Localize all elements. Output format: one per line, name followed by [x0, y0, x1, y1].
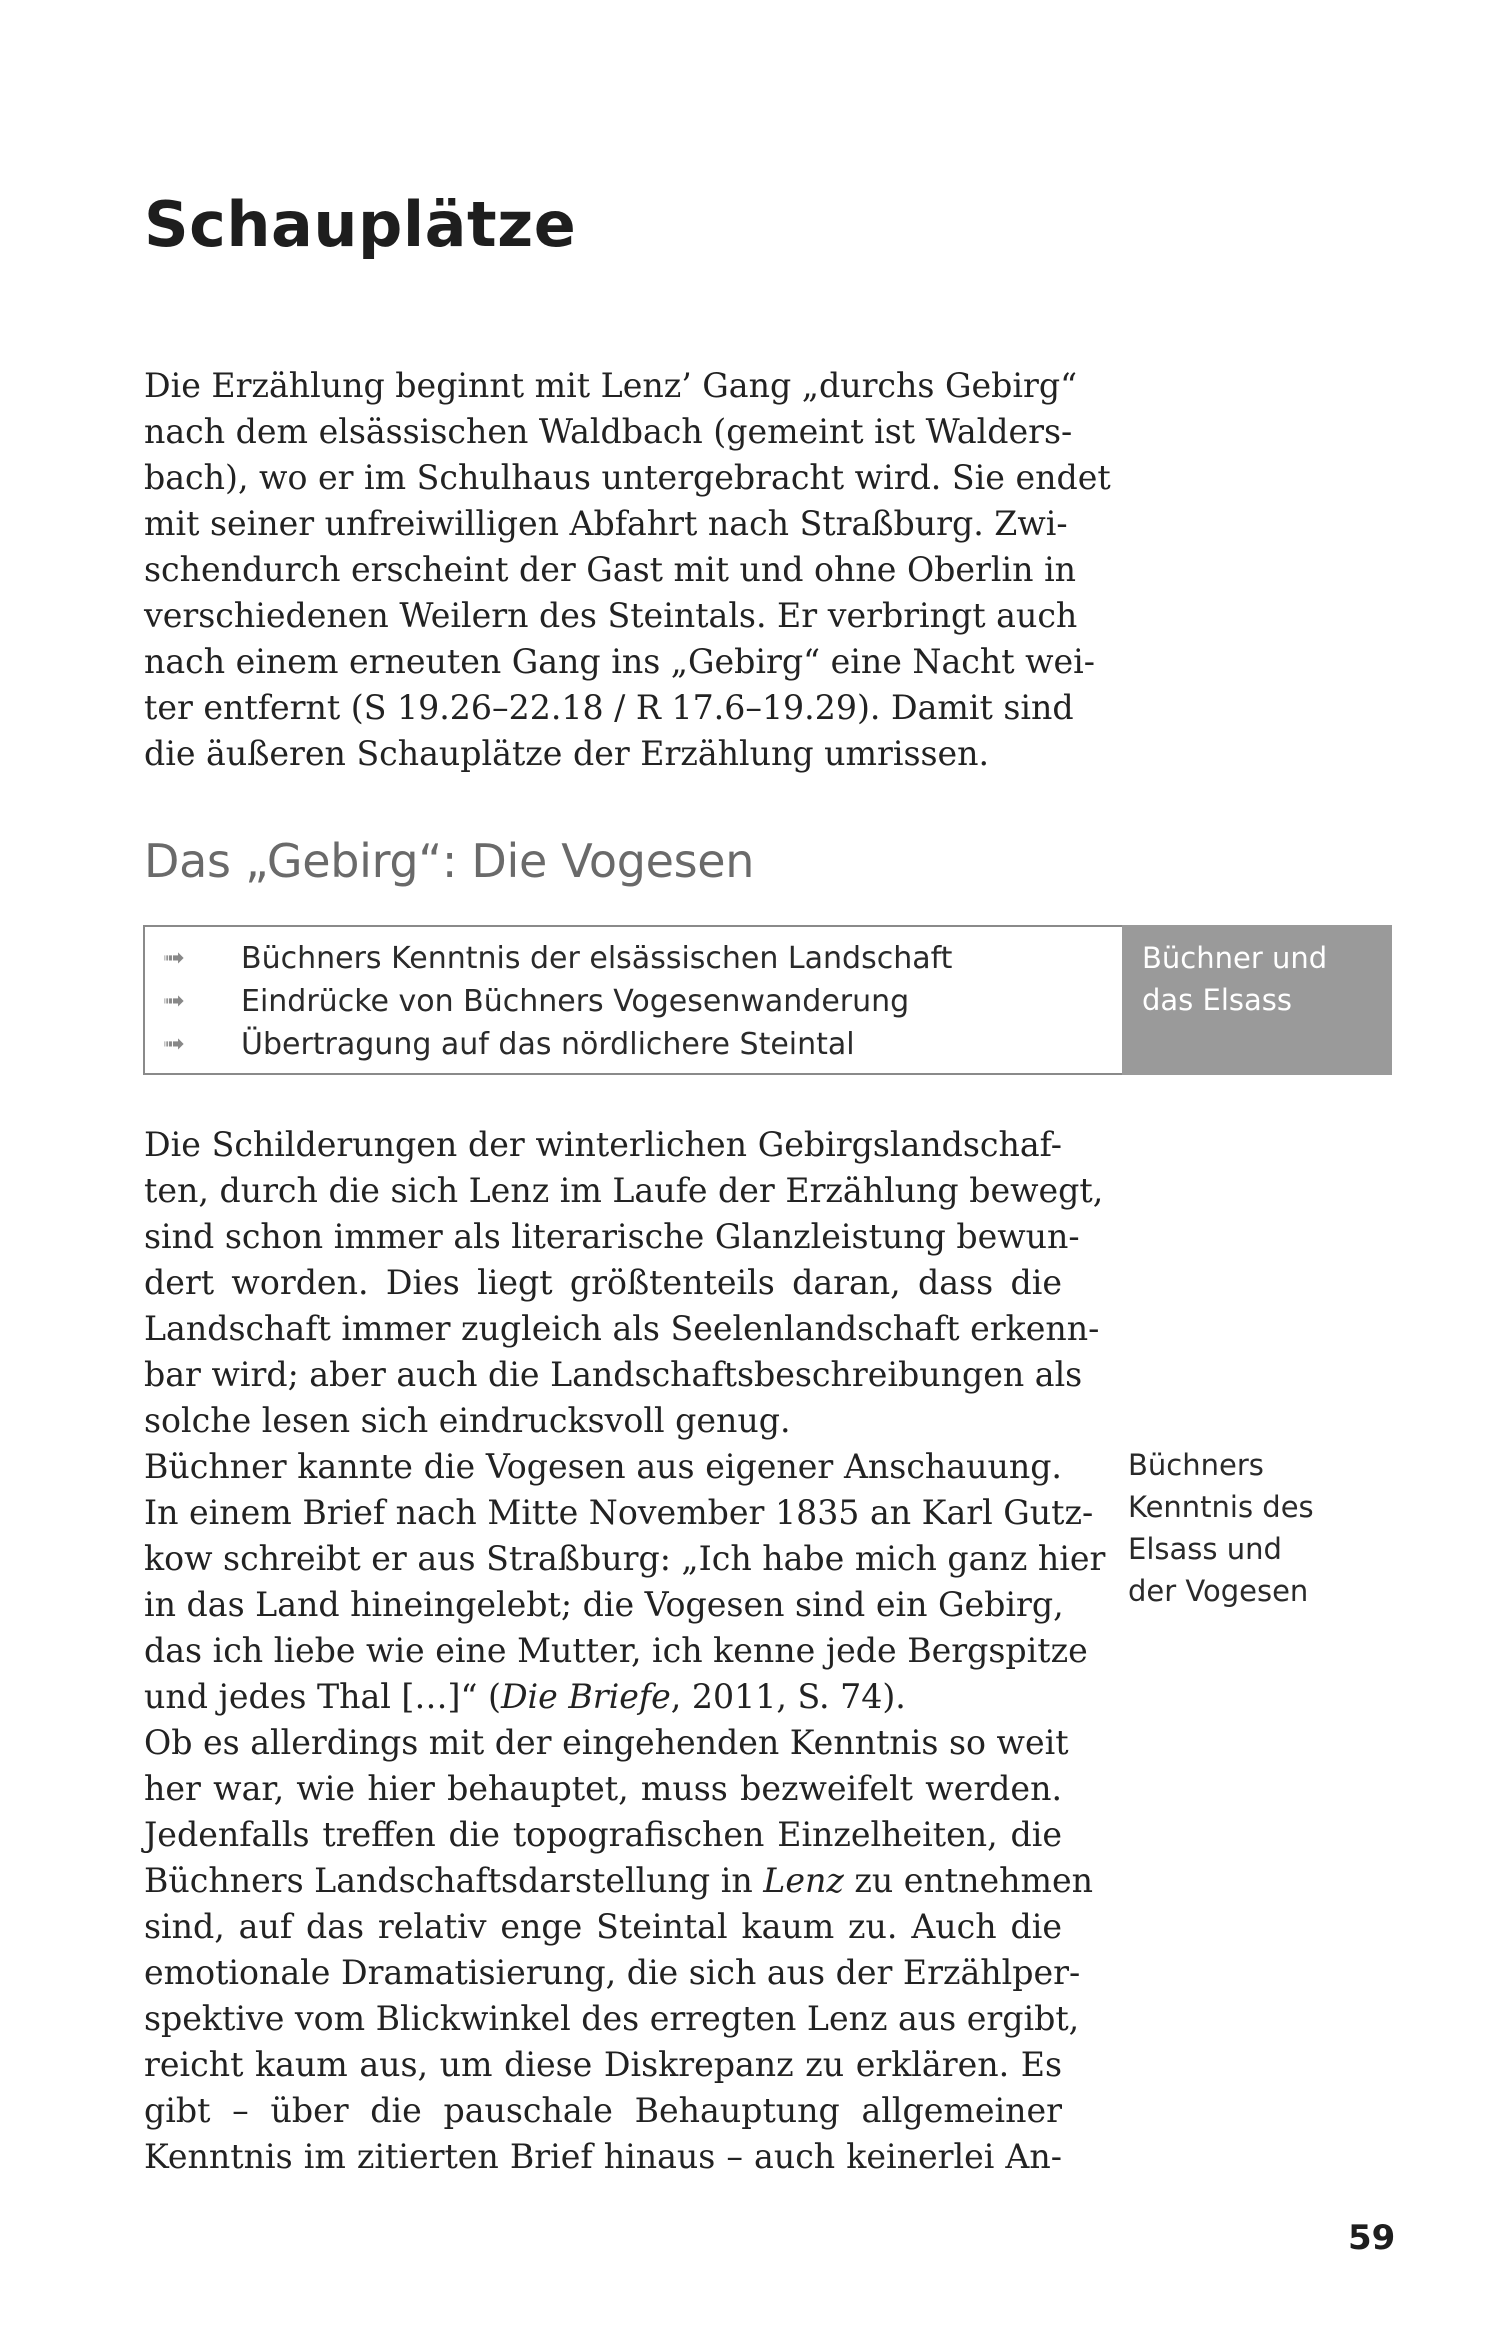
summary-tag-line: Büchner und [1142, 941, 1328, 975]
text-line: ten, durch die sich Lenz im Laufe der Erzählung bewegt, [144, 1171, 1104, 1210]
section-heading: Das „Gebirg“: Die Vogesen [144, 834, 755, 888]
text-line: her war, wie hier behauptet, muss bezweifelt werden. [144, 1769, 1062, 1808]
text-line: nach einem erneuten Gang ins „Gebirg“ eine Nacht wei- [144, 642, 1095, 681]
text-line [144, 1674, 1062, 1720]
summary-item [163, 937, 952, 980]
text-line: solche lesen sich eindrucksvoll genug. [144, 1401, 791, 1440]
arrow-right-icon: ➟ [163, 943, 185, 973]
body-paragraph-3 [144, 1720, 1094, 2180]
text-line: Jedenfalls treffen die topografischen Einzelheiten, die [144, 1815, 1062, 1854]
text-line: Büchner kannte die Vogesen aus eigener Anschauung. [144, 1447, 1062, 1486]
arrow-right-icon: ➟ [163, 1029, 185, 1059]
text-segment: zu entnehmen [843, 1861, 1094, 1900]
text-line [144, 1858, 1094, 1904]
chapter-title: Schauplätze [144, 188, 577, 261]
text-line: schendurch erscheint der Gast mit und ohne Oberlin in [144, 550, 1077, 589]
intro-paragraph [144, 363, 1111, 777]
body-paragraph-1 [144, 1122, 1104, 1444]
text-line: in das Land hineingelebt; die Vogesen sind ein Gebirg, [144, 1585, 1064, 1624]
summary-item-label: Übertragung auf das nördlichere Steintal [241, 1027, 855, 1062]
summary-list [163, 937, 952, 1066]
text-line: sind schon immer als literarische Glanzleistung bewun- [144, 1217, 1080, 1256]
text-line: das ich liebe wie eine Mutter, ich kenne jede Bergspitze [144, 1631, 1088, 1670]
text-line: emotionale Dramatisierung, die sich aus der Erzählper- [144, 1953, 1081, 1992]
summary-tag [1122, 925, 1392, 1075]
text-line: bar wird; aber auch die Landschaftsbeschreibungen als [144, 1355, 1083, 1394]
text-line: Kenntnis im zitierten Brief hinaus – auch keinerlei An- [144, 2137, 1062, 2176]
text-line: nach dem elsässischen Waldbach (gemeint ist Walders- [144, 412, 1073, 451]
arrow-right-icon: ➟ [163, 986, 185, 1016]
summary-item-label: Büchners Kenntnis der elsässischen Landschaft [241, 941, 953, 976]
text-segment: und jedes Thal […]“ ( [144, 1677, 501, 1716]
margin-note-line: der Vogesen [1128, 1574, 1309, 1608]
text-line: Ob es allerdings mit der eingehenden Kenntnis so weit [144, 1723, 1069, 1762]
text-line: gibt – über die pauschale Behauptung allgemeiner [144, 2091, 1062, 2130]
text-line: die äußeren Schauplätze der Erzählung umrissen. [144, 734, 990, 773]
text-line: In einem Brief nach Mitte November 1835 an Karl Gutz- [144, 1493, 1094, 1532]
text-line: ter entfernt (S 19.26–22.18 / R 17.6–19.29). Damit sind [144, 688, 1074, 727]
margin-note [1128, 1444, 1378, 1612]
text-line: Landschaft immer zugleich als Seelenlandschaft erkenn- [144, 1309, 1100, 1348]
text-line: sind, auf das relativ enge Steintal kaum zu. Auch die [144, 1907, 1062, 1946]
summary-item [163, 980, 952, 1023]
work-title: Lenz [763, 1861, 844, 1900]
text-line: spektive vom Blickwinkel des erregten Lenz aus ergibt, [144, 1999, 1080, 2038]
text-line: mit seiner unfreiwilligen Abfahrt nach Straßburg. Zwi- [144, 504, 1068, 543]
book-title: Die Briefe [500, 1677, 671, 1716]
text-segment: , 2011, S. 74). [670, 1677, 906, 1716]
margin-note-line: Elsass und [1128, 1532, 1282, 1566]
body-paragraph-2 [144, 1444, 1106, 1720]
margin-note-line: Kenntnis des [1128, 1490, 1314, 1524]
text-line: Die Erzählung beginnt mit Lenz’ Gang „durchs Gebirg“ [144, 366, 1078, 405]
text-line: Die Schilderungen der winterlichen Gebirgslandschaf- [144, 1125, 1062, 1164]
text-line: reicht kaum aus, um diese Diskrepanz zu erklären. Es [144, 2045, 1062, 2084]
text-line: kow schreibt er aus Straßburg: „Ich habe mich ganz hier [144, 1539, 1106, 1578]
text-segment: Büchners Landschaftsdarstellung in [144, 1861, 764, 1900]
text-line: verschiedenen Weilern des Steintals. Er verbringt auch [144, 596, 1078, 635]
summary-item [163, 1023, 952, 1066]
summary-tag-line: das Elsass [1142, 983, 1292, 1017]
summary-box [143, 925, 1392, 1075]
margin-note-line: Büchners [1128, 1448, 1264, 1482]
page-number: 59 [1348, 2218, 1396, 2258]
text-line: dert worden. Dies liegt größtenteils daran, dass die [144, 1263, 1062, 1302]
summary-item-label: Eindrücke von Büchners Vogesenwanderung [241, 984, 910, 1019]
text-line: bach), wo er im Schulhaus untergebracht wird. Sie endet [144, 458, 1111, 497]
